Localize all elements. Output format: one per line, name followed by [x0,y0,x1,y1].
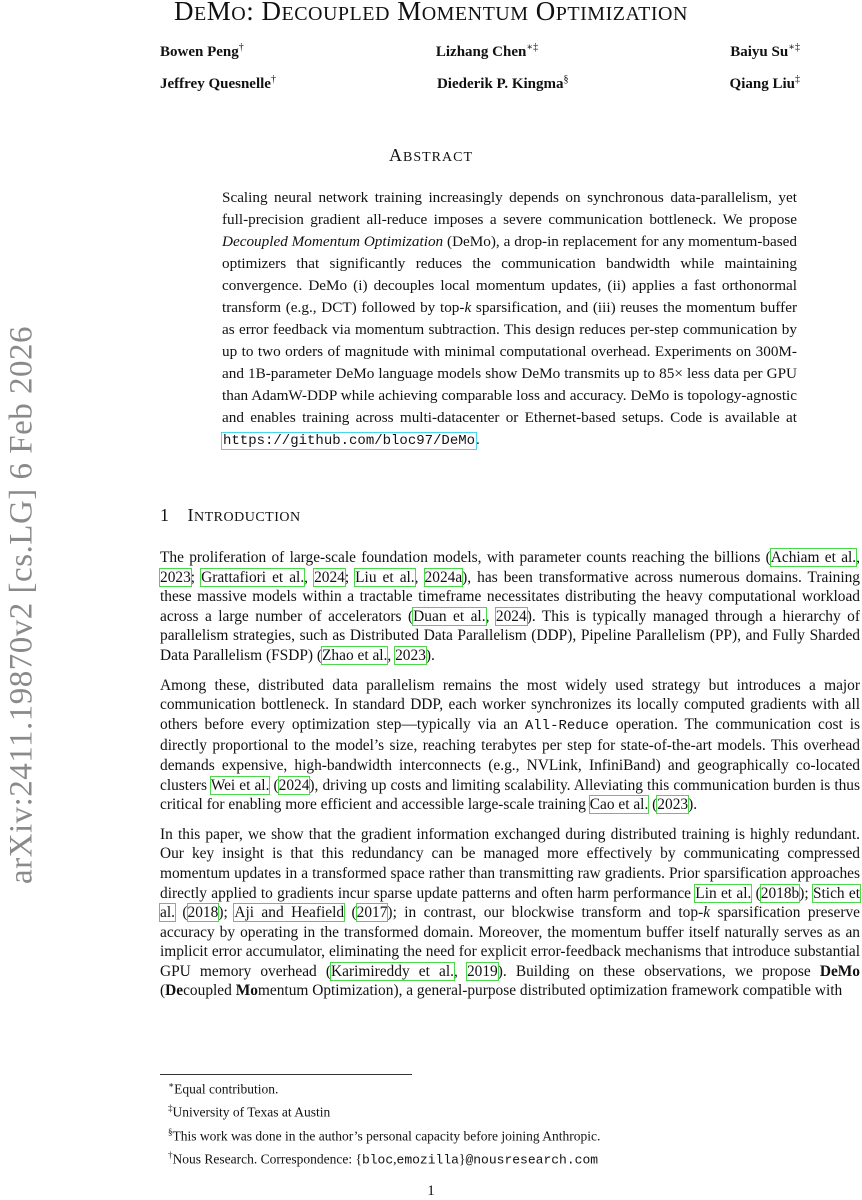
footnotes [168,1076,600,1170]
citation-link[interactable]: 2017 [356,904,388,922]
citation-link[interactable]: 2023 [657,796,689,814]
paragraph: Among these, distributed data parallelism remains the most widely used strategy but introduces a major communication bottleneck. In standard DDP, each worker synchronizes its locally computed gradients with all others before every optimization step—typically via an All-Reduce operation. The communication cost is directly proportional to the model’s size, reaching terabytes per step for state-of-the-art models. This overhead demands expensive, high-bandwidth interconnects (e.g., NVLink, InfiniBand) and geographically co-located clusters Wei et al. (2024), driving up costs and limiting scalability. Alleviating this communication burden is thus critical for enabling more efficient and accessible large-scale training Cao et al. (2023). [160,676,861,814]
citation-link[interactable]: Grattafiori et al. [201,568,305,586]
citation-link[interactable]: Stich et al. [160,884,860,922]
arxiv-identifier: arXiv:2411.19870v2 [cs.LG] 6 Feb 2026 [3,325,40,885]
citation-link[interactable]: 2024 [278,776,310,794]
author: Bowen Peng† [160,42,244,60]
citation-link[interactable]: Achiam et al. [770,549,857,566]
footnote: §This work was done in the author’s personal capacity before joining Anthropic. [168,1126,601,1144]
citation-link[interactable]: Lin et al. [695,884,752,902]
footnote: ∗Equal contribution. [168,1080,279,1097]
citation-link[interactable]: 2023 [160,568,191,586]
author-list [160,42,800,106]
citation-link[interactable]: Karimireddy et al. [331,962,454,980]
paragraph: The proliferation of large-scale foundation models, with parameter counts reaching the billions (Achiam et al., 2023; Grattafiori et al., 2024; Liu et al., 2024a), has been transformative across numerous domains. Training these massive models within a tractable timeframe necessitates distributing the heavy computational workload across a large number of accelerators (Duan et al., 2024). This is typically managed through a hierarchy of parallelism strategies, such as Distributed Data Parallelism (DDP), Pipeline Parallelism (PP), and Fully Sharded Data Parallelism (FSDP) (Zhao et al., 2023). [160,549,861,664]
author: Baiyu Su∗‡ [730,42,800,60]
arxiv-sidebar [0,255,50,955]
citation-link[interactable]: 2024 [314,568,345,586]
citation-link[interactable]: 2019 [466,962,498,980]
author: Jeffrey Quesnelle† [160,74,276,92]
citation-link[interactable]: Wei et al. [210,776,270,794]
author: Diederik P. Kingma§ [436,74,569,92]
citation-link[interactable]: Zhao et al. [322,646,388,664]
page-number: 1 [427,1183,435,1199]
paper-title: DEMO: DECOUPLED MOMENTUM OPTIMIZATION [174,0,688,26]
citation-link[interactable]: Cao et al. [589,796,649,814]
footnote-rule [160,1074,412,1075]
abstract-heading: ABSTRACT [388,145,473,165]
author: Qiang Liu‡ [729,74,800,92]
citation-link[interactable]: 2018 [187,904,219,922]
introduction-body [160,548,860,1011]
paragraph: In this paper, we show that the gradient information exchanged during distributed training is highly redundant. Our key insight is that this redundancy can be managed more effectively by communicating compressed momentum updates in a transformed space rather than transmitting raw gradients. Prior sparsification approaches directly applied to gradients incur sparse update patterns and often harm performance Lin et al. (2018b); Stich et al. (2018); Aji and Heafield (2017); in contrast, our blockwise transform and top-k sparsification preserve accuracy by operating in the transformed domain. Moreover, the momentum buffer itself naturally serves as an implicit error accumulator, eliminating the need for explicit error-feedback mechanisms that introduce substantial GPU memory overhead (Karimireddy et al., 2019). Building on these observations, we propose DeMo (Decoupled Momentum Optimization), a general-purpose distributed optimization framework compatible with [160,825,860,1000]
footnote: †Nous Research. Correspondence: {bloc,emozilla}@nousresearch.com [168,1149,599,1168]
section-heading-introduction: 1 INTRODUCTION [160,505,301,525]
citation-link[interactable]: 2024 [495,607,527,625]
footnote: ‡University of Texas at Austin [168,1103,331,1120]
citation-link[interactable]: 2018b [760,884,800,902]
author: Lizhang Chen∗‡ [435,42,539,60]
code-url-link[interactable]: https://github.com/bloc97/DeMo [223,433,476,449]
citation-link[interactable]: 2024a [424,568,463,586]
citation-link[interactable]: Duan et al. [413,607,486,625]
abstract-text: Scaling neural network training increasingly depends on synchronous data-parallelism, yet full-precision gradient all-reduce imposes a severe communication bottleneck. We propose Decoupled Momentum Optimization (DeMo), a drop-in replacement for any momentum-based optimizers that significantly reduces the communication bandwidth while maintaining convergence. DeMo (i) decouples local momentum updates, (ii) applies a fast orthonormal transform (e.g., DCT) followed by top-k sparsification, and (iii) reuses the momentum buffer as error feedback via momentum subtraction. This design reduces per-step communication by up to two orders of magnitude with minimal computational overhead. Experiments on 300M- and 1B-parameter DeMo language models show DeMo transmits up to 85× less data per GPU than AdamW-DDP while achieving comparable loss and accuracy. DeMo is topology-agnostic and enables training across multi-datacenter or Ethernet-based setups. Code is available at https://github.com/bloc97/DeMo. [222,189,797,449]
citation-link[interactable]: 2023 [395,646,426,664]
citation-link[interactable]: Liu et al. [355,568,415,586]
citation-link[interactable]: Aji and Heafield [234,904,345,922]
